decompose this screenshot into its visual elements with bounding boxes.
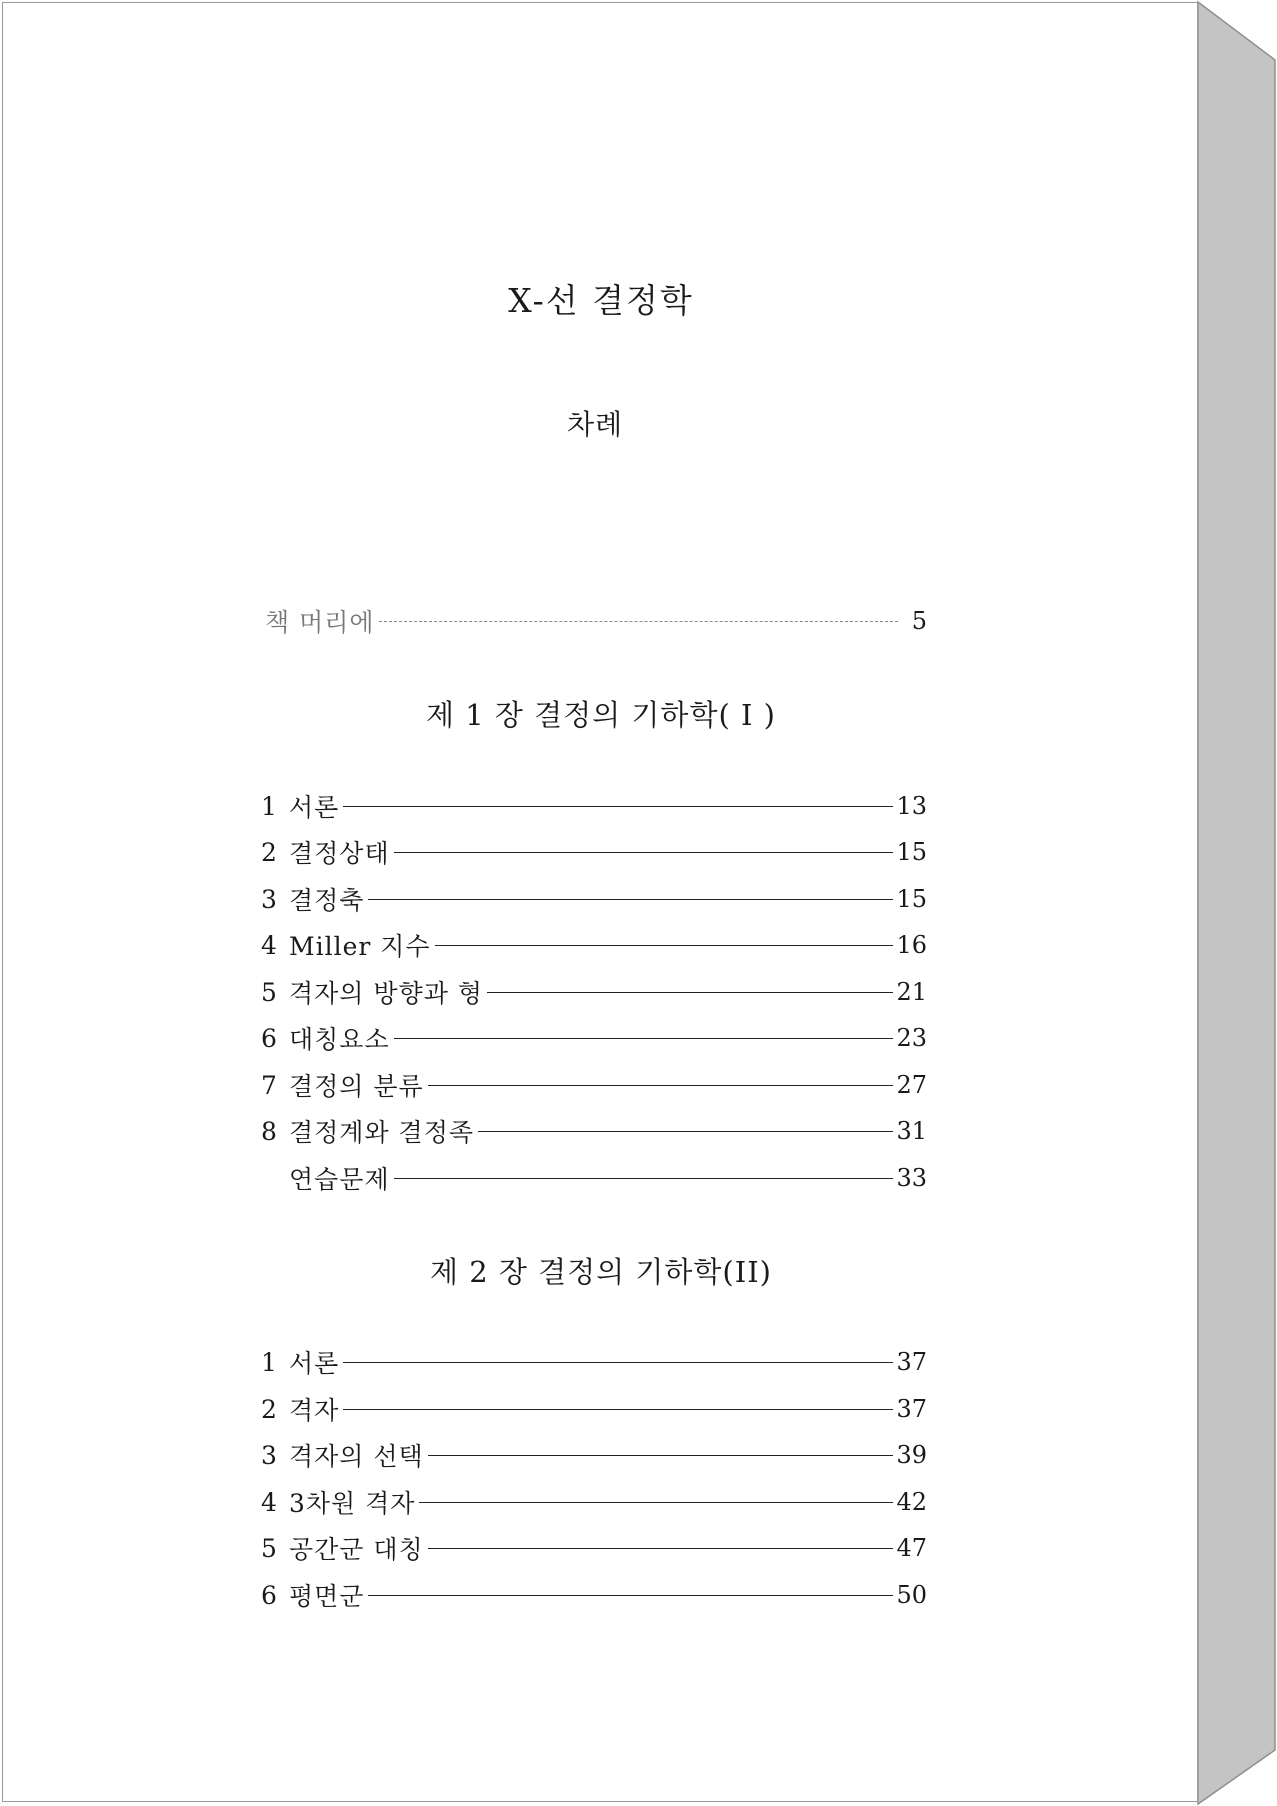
entry-page-number: 42 xyxy=(896,1488,927,1516)
dot-leader xyxy=(428,1548,894,1549)
entry-label: 결정축 xyxy=(289,886,365,915)
entry-number: 4 xyxy=(261,930,277,960)
entry-page-number: 27 xyxy=(896,1071,927,1099)
dot-leader xyxy=(478,1131,893,1132)
entry-page-number: 33 xyxy=(896,1164,927,1192)
entry-number: 1 xyxy=(261,1347,277,1377)
entry-label: 격자의 방향과 형 xyxy=(289,979,483,1008)
toc-entry[interactable] xyxy=(261,1577,927,1613)
entry-number: 2 xyxy=(261,1394,277,1424)
toc-entry[interactable] xyxy=(261,974,927,1010)
toc-entry[interactable] xyxy=(261,1437,927,1473)
dot-leader xyxy=(379,621,898,622)
dot-leader xyxy=(394,1038,894,1039)
entry-page-number: 47 xyxy=(896,1534,927,1562)
toc-entry[interactable] xyxy=(261,1530,927,1566)
entry-label: 격자 xyxy=(289,1396,340,1425)
entry-label: 연습문제 xyxy=(289,1165,390,1194)
dot-leader xyxy=(343,806,893,807)
book-title: X-선 결정학 xyxy=(508,281,694,320)
entry-label: 격자의 선택 xyxy=(289,1442,424,1471)
entry-label: 대칭요소 xyxy=(289,1025,390,1054)
entry-number: 5 xyxy=(261,1533,277,1563)
entry-number: 8 xyxy=(261,1116,277,1146)
entry-label: 결정의 분류 xyxy=(289,1072,424,1101)
toc-entry-exercises[interactable] xyxy=(261,1160,927,1196)
entry-label: 서론 xyxy=(289,1349,340,1378)
entry-label: 책 머리에 xyxy=(265,608,375,637)
entry-label: Miller 지수 xyxy=(289,932,431,961)
toc-entry[interactable] xyxy=(261,788,927,824)
entry-number: 7 xyxy=(261,1070,277,1100)
dot-leader xyxy=(487,992,894,993)
entry-number: 2 xyxy=(261,837,277,867)
entry-page-number: 37 xyxy=(896,1395,927,1423)
entry-number: 1 xyxy=(261,791,277,821)
entry-label: 공간군 대칭 xyxy=(289,1535,424,1564)
entry-label: 결정상태 xyxy=(289,839,390,868)
dot-leader xyxy=(428,1085,894,1086)
toc-entry[interactable] xyxy=(261,927,927,963)
entry-page-number: 15 xyxy=(896,885,927,913)
dot-leader xyxy=(419,1502,893,1503)
entry-label: 평면군 xyxy=(289,1582,365,1611)
entry-page-number: 39 xyxy=(896,1441,927,1469)
toc-heading: 차례 xyxy=(566,408,624,441)
entry-number: 5 xyxy=(261,977,277,1007)
dot-leader xyxy=(435,945,894,946)
entry-page-number: 21 xyxy=(896,978,927,1006)
toc-entry[interactable] xyxy=(261,1391,927,1427)
dot-leader xyxy=(428,1455,894,1456)
entry-label: 결정계와 결정족 xyxy=(289,1118,474,1147)
toc-entry[interactable] xyxy=(261,834,927,870)
chapter-title: 제 1 장 결정의 기하학( I ) xyxy=(426,698,776,732)
entry-page-number: 23 xyxy=(896,1024,927,1052)
entry-label: 서론 xyxy=(289,793,340,822)
entry-page-number: 15 xyxy=(896,838,927,866)
entry-number: 6 xyxy=(261,1580,277,1610)
dot-leader xyxy=(343,1409,893,1410)
dot-leader xyxy=(343,1362,893,1363)
entry-page-number: 13 xyxy=(896,792,927,820)
entry-number: 4 xyxy=(261,1487,277,1517)
entry-number: 3 xyxy=(261,1440,277,1470)
entry-number: 6 xyxy=(261,1023,277,1053)
toc-entry[interactable] xyxy=(261,881,927,917)
entry-page-number: 16 xyxy=(896,931,927,959)
entry-page-number: 31 xyxy=(896,1117,927,1145)
dot-leader xyxy=(394,1178,894,1179)
entry-number: 3 xyxy=(261,884,277,914)
toc-entry-preface[interactable] xyxy=(265,603,927,639)
toc-entry[interactable] xyxy=(261,1067,927,1103)
toc-entry[interactable] xyxy=(261,1113,927,1149)
entry-page-number: 37 xyxy=(896,1348,927,1376)
toc-entry[interactable] xyxy=(261,1344,927,1380)
dot-leader xyxy=(394,852,894,853)
toc-entry[interactable] xyxy=(261,1484,927,1520)
dot-leader xyxy=(368,899,893,900)
toc-page xyxy=(2,2,1198,1802)
chapter-title: 제 2 장 결정의 기하학(II) xyxy=(430,1255,772,1289)
dot-leader xyxy=(368,1595,893,1596)
entry-page-number: 5 xyxy=(911,607,927,635)
entry-page-number: 50 xyxy=(896,1581,927,1609)
entry-label: 3차원 격자 xyxy=(289,1489,416,1518)
toc-entry[interactable] xyxy=(261,1020,927,1056)
